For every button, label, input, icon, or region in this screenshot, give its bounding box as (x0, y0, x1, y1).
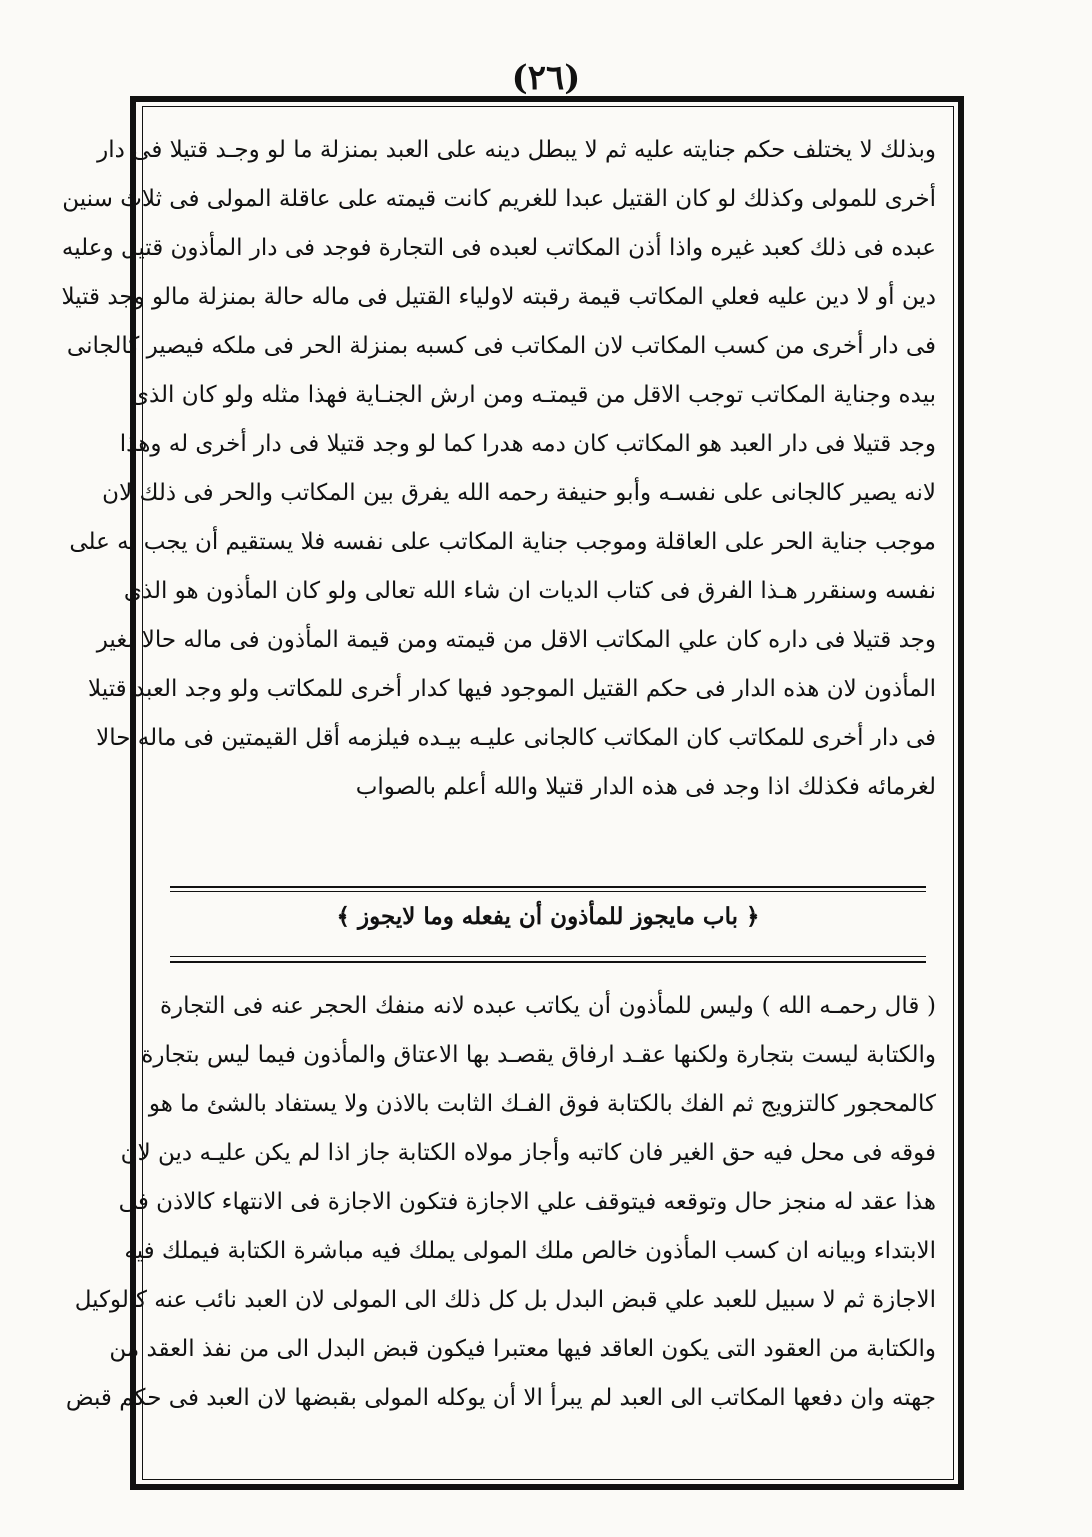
text-line: وجد قتيلا فى داره كان علي المكاتب الاقل من قيمته ومن قيمة المأذون فى ماله حالا لغير (96, 627, 936, 653)
text-line: وبذلك لا يختلف حكم جنايته عليه ثم لا يبطل دينه على العبد بمنزلة ما لو وجـد قتيلا فى دار (97, 137, 936, 163)
page-number: (٢٦) (511, 58, 581, 98)
text-line: هذا عقد له منجز حال وتوقعه فيتوقف علي الاجازة فتكون الاجازة فى الانتهاء كالاذن فى (118, 1189, 936, 1215)
text-line: بيده وجناية المكاتب توجب الاقل من قيمتـه ومن ارش الجنـاية فهذا مثله ولو كان الذى (130, 382, 936, 408)
divider-bottom (170, 961, 926, 963)
text-line: نفسه وسنقرر هـذا الفرق فى كتاب الديات ان شاء الله تعالى ولو كان المأذون هو الذى (123, 578, 936, 604)
divider-top (170, 886, 926, 888)
text-line: لانه يصير كالجانى على نفسـه وأبو حنيفة رحمه الله يفرق بين المكاتب والحر فى ذلك لان (102, 480, 936, 506)
text-line: فى دار أخرى للمكاتب كان المكاتب كالجانى عليـه بيـده فيلزمه أقل القيمتين فى ماله حالا (96, 725, 936, 751)
text-line: كالمحجور كالتزويج ثم الفك بالكتابة فوق الفـك الثابت بالاذن ولا يستفاد بالشئ ما هو (148, 1091, 936, 1117)
text-line: عبده فى ذلك كعبد غيره واذا أذن المكاتب لعبده فى التجارة فوجد فى دار المأذون قتيل وعليه (61, 235, 936, 261)
text-line: الاجازة ثم لا سبيل للعبد علي قبض البدل بل كل ذلك الى المولى لان العبد نائب عنه كالوكيل (74, 1287, 936, 1313)
text-line: فوقه فى محل فيه حق الغير فان كاتبه وأجاز مولاه الكتابة جاز اذا لم يكن عليـه دين لان (120, 1140, 936, 1166)
text-line: جهته وان دفعها المكاتب الى العبد لم يبرأ الا أن يوكله المولى بقبضها لان العبد فى حكم قبض (65, 1385, 936, 1411)
text-line: والكتابة من العقود التى يكون العاقد فيها معتبرا فيكون قبض البدل الى من نفذ العقد من (109, 1336, 936, 1362)
text-line: الابتداء وبيانه ان كسب المأذون خالص ملك المولى يملك فيه مباشرة الكتابة فيملك فيه (124, 1238, 936, 1264)
chapter-title: ﴿ باب مايجوز للمأذون أن يفعله وما لايجوز ﴾ (336, 903, 760, 930)
text-line: والكتابة ليست بتجارة ولكنها عقـد ارفاق يقصـد بها الاعتاق والمأذون فيما ليس بتجارة (141, 1042, 936, 1068)
divider-bottom-thin (170, 956, 926, 957)
text-line: المأذون لان هذه الدار فى حكم القتيل الموجود فيها كدار أخرى للمكاتب ولو وجد العبد قتيلا (88, 676, 936, 702)
text-line: لغرمائه فكذلك اذا وجد فى هذه الدار قتيلا والله أعلم بالصواب (355, 774, 936, 800)
text-line: أخرى للمولى وكذلك لو كان القتيل عبدا للغريم كانت قيمته على عاقلة المولى فى ثلاث سنين (62, 186, 936, 212)
text-line: وجد قتيلا فى دار العبد هو المكاتب كان دمه هدرا كما لو وجد قتيلا فى دار أخرى له وهذا (119, 431, 936, 457)
text-line: فى دار أخرى من كسب المكاتب لان المكاتب فى كسبه بمنزلة الحر فى ملكه فيصير كالجانى (66, 333, 936, 359)
text-line: دين أو لا دين عليه فعلي المكاتب قيمة رقبته لاولياء القتيل فى ماله حالة بمنزلة مالو وجد قتيلا (61, 284, 936, 310)
text-line: ( قال رحمـه الله ) وليس للمأذون أن يكاتب عبده لانه منفك الحجر عنه فى التجارة (160, 993, 936, 1019)
text-line: موجب جناية الحر على العاقلة وموجب جناية المكاتب على نفسه فلا يستقيم أن يجب له على (69, 529, 936, 555)
divider-top-thin (170, 891, 926, 892)
